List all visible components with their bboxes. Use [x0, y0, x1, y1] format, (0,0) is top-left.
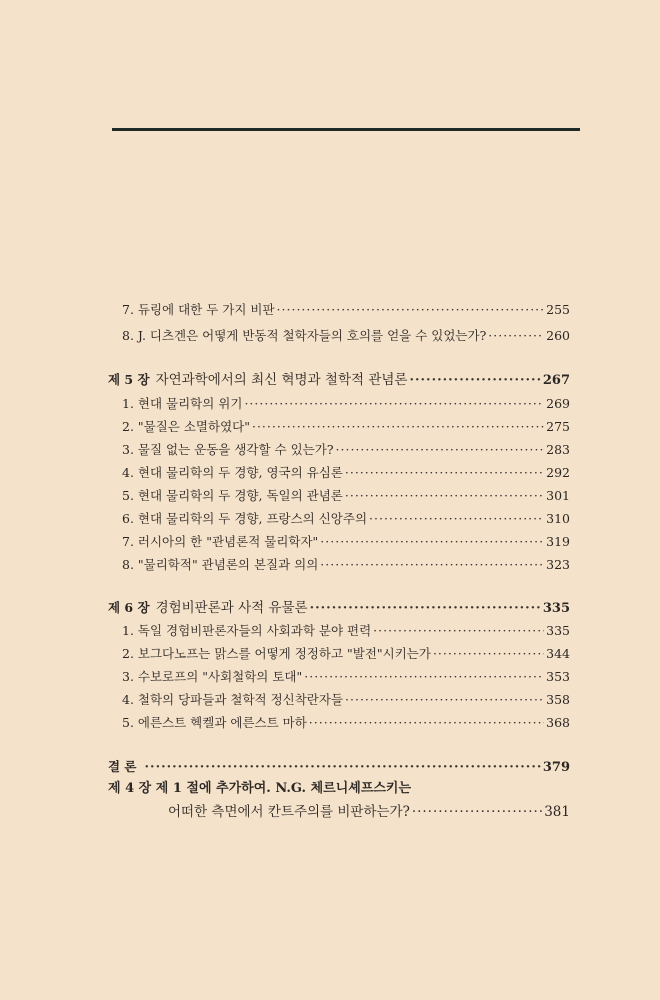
toc-entry[interactable] — [122, 301, 570, 319]
toc-entry[interactable] — [122, 464, 570, 482]
header-rule — [112, 128, 580, 131]
toc-entry-title: 6. 현대 물리학의 두 경향, 프랑스의 신앙주의 — [122, 511, 368, 526]
toc-entry-title: 5. 현대 물리학의 두 경향, 독일의 관념론 — [122, 488, 343, 503]
leader-dots — [345, 691, 544, 709]
toc-entry-title: 2. "물질은 소멸하였다" — [122, 419, 250, 434]
leader-dots — [345, 464, 544, 482]
leader-dots — [412, 803, 542, 821]
appendix-page: 381 — [544, 804, 570, 820]
toc-entry-title: 1. 현대 물리학의 위기 — [122, 396, 243, 411]
toc-entry-title: 3. 수보로프의 "사회철학의 토대" — [122, 669, 303, 684]
chapter-title: 자연과학에서의 최신 혁명과 철학적 관념론 — [155, 372, 408, 388]
leader-dots — [277, 301, 545, 319]
leader-dots — [433, 645, 544, 663]
appendix-heading-line2[interactable] — [168, 803, 570, 821]
toc-entry-page: 292 — [546, 465, 570, 480]
chapter-title: 경험비판론과 사적 유물론 — [155, 600, 308, 616]
toc-entry-title: 2. 보그다노프는 맑스를 어떻게 정정하고 "발전"시키는가 — [122, 646, 431, 661]
toc-entry-title: 4. 현대 물리학의 두 경향, 영국의 유심론 — [122, 465, 343, 480]
conclusion-page: 379 — [542, 760, 570, 775]
toc-entry-title: 5. 에른스트 헥켈과 에른스트 마하 — [122, 715, 307, 730]
toc-entry-page: 301 — [546, 488, 570, 503]
chapter-page: 335 — [542, 601, 570, 616]
toc-entry-title: 8. "물리학적" 관념론의 본질과 의의 — [122, 557, 319, 572]
toc-entry-page: 323 — [546, 557, 570, 572]
toc-entry[interactable] — [122, 645, 570, 663]
toc-entry-page: 269 — [546, 396, 570, 411]
appendix-heading-line1[interactable] — [108, 780, 411, 798]
chapter-label: 제 5 장 — [108, 372, 150, 387]
toc-entry-title: 7. 러시아의 한 "관념론적 물리학자" — [122, 534, 319, 549]
chapter-heading-5[interactable] — [108, 371, 570, 390]
toc-entry[interactable] — [122, 418, 570, 436]
leader-dots — [488, 327, 544, 345]
toc-entry-page: 368 — [546, 715, 570, 730]
leader-dots — [345, 487, 544, 505]
leader-dots — [373, 622, 544, 640]
chapter-heading-6[interactable] — [108, 599, 570, 618]
toc-entry-title: 3. 물질 없는 운동을 생각할 수 있는가? — [122, 442, 334, 457]
leader-dots — [369, 510, 544, 528]
appendix-title-line2: 어떠한 측면에서 칸트주의를 비판하는가? — [168, 804, 410, 820]
toc-entry[interactable] — [122, 441, 570, 459]
appendix-title-line1: 제 4 장 제 1 절에 추가하여. N.G. 체르니셰프스키는 — [108, 781, 412, 796]
toc-entry[interactable] — [122, 533, 570, 551]
toc-entry-page: 275 — [546, 419, 570, 434]
toc-entry[interactable] — [122, 327, 570, 345]
leader-dots — [244, 395, 544, 413]
toc-entry[interactable] — [122, 395, 570, 413]
toc-entry-page: 255 — [546, 302, 570, 317]
toc-entry[interactable] — [122, 510, 570, 528]
leader-dots — [310, 600, 541, 618]
leader-dots — [304, 668, 544, 686]
toc-entry-page: 310 — [546, 511, 570, 526]
leader-dots — [320, 556, 544, 574]
toc-entry[interactable] — [122, 622, 570, 640]
toc-entry[interactable] — [122, 556, 570, 574]
toc-entry[interactable] — [122, 668, 570, 686]
toc-entry[interactable] — [122, 714, 570, 732]
toc-entry-title: 1. 독일 경험비판론자들의 사회과학 분야 편력 — [122, 623, 372, 638]
leader-dots — [252, 418, 544, 436]
chapter-page: 267 — [542, 373, 570, 388]
toc-entry-page: 319 — [546, 534, 570, 549]
toc-entry-page: 353 — [546, 669, 570, 684]
toc-entry-title: 4. 철학의 당파들과 철학적 정신착란자들 — [122, 692, 344, 707]
toc-entry[interactable] — [122, 487, 570, 505]
toc-entry[interactable] — [122, 691, 570, 709]
toc-entry-page: 344 — [546, 646, 570, 661]
toc-entry-title: 8. J. 디츠겐은 어떻게 반동적 철학자들의 호의를 얻을 수 있었는가? — [122, 328, 487, 343]
toc-entry-page: 260 — [546, 328, 570, 343]
leader-dots — [145, 759, 541, 777]
toc-entry-page: 283 — [546, 442, 570, 457]
leader-dots — [309, 714, 544, 732]
leader-dots — [320, 533, 544, 551]
leader-dots — [409, 372, 540, 390]
chapter-label: 제 6 장 — [108, 600, 150, 615]
conclusion-title: 결 론 — [108, 759, 137, 774]
toc-entry-title: 7. 듀링에 대한 두 가지 비판 — [122, 302, 275, 317]
toc-entry-page: 358 — [546, 692, 570, 707]
leader-dots — [336, 441, 545, 459]
toc-entry-page: 335 — [546, 623, 570, 638]
conclusion-heading[interactable] — [108, 758, 570, 777]
